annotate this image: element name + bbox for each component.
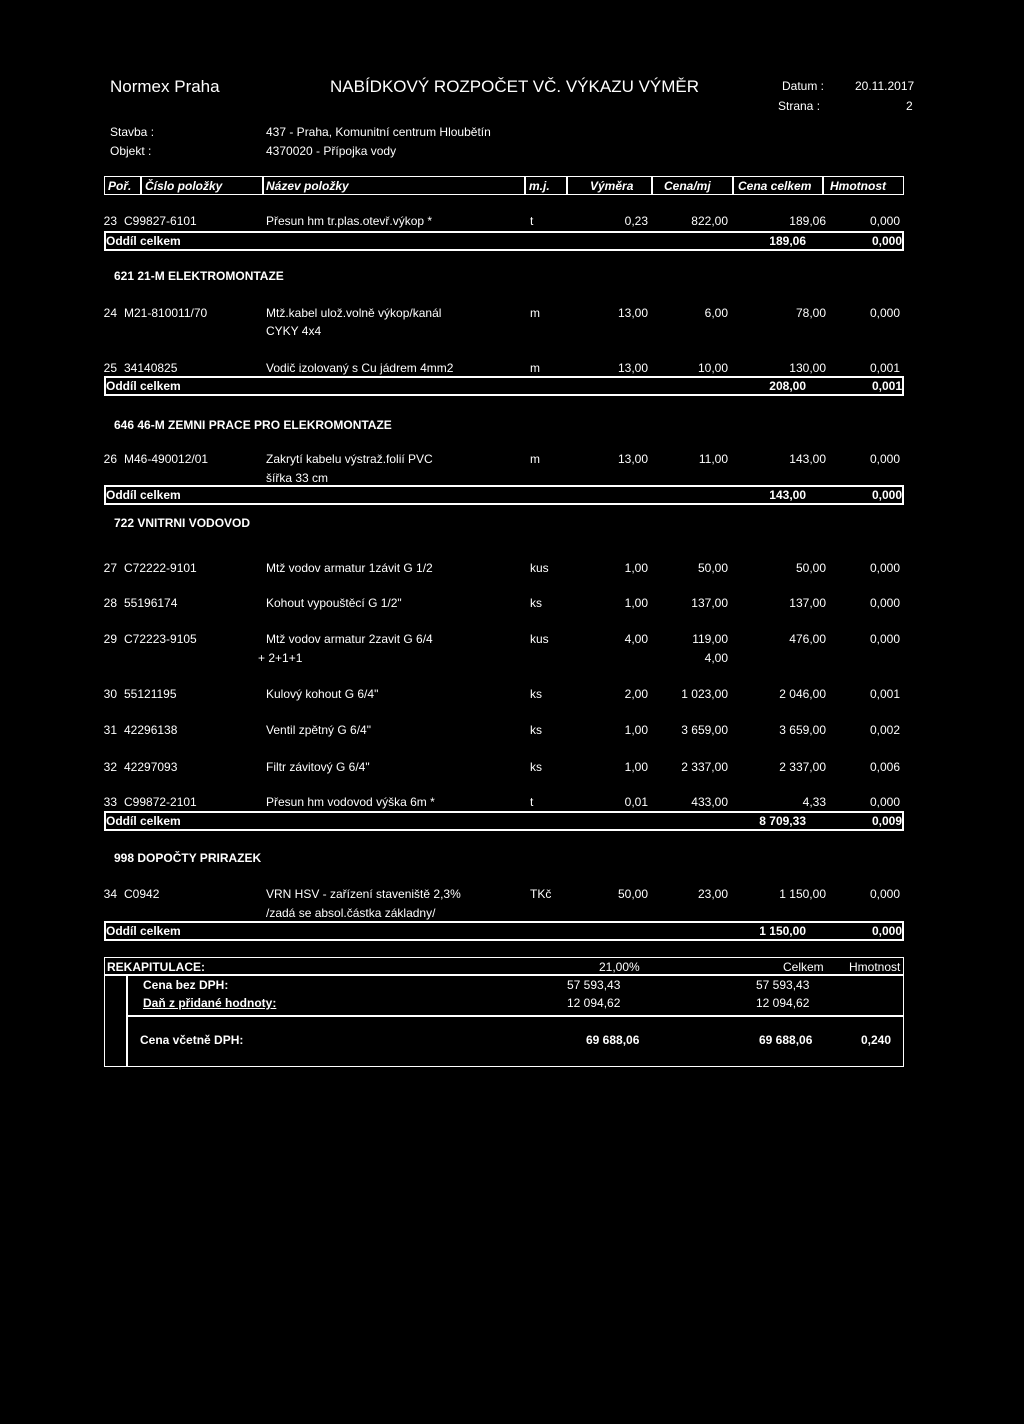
item-code: 55121195 (124, 687, 177, 701)
item-unit-price: 822,00 (691, 214, 728, 228)
box-edge (902, 233, 904, 250)
box-edge (104, 233, 106, 250)
item-code: C0942 (124, 887, 160, 901)
item-name: Přesun hm vodovod výška 6m * (266, 795, 435, 809)
item-quantity: 13,00 (617, 361, 648, 375)
item-unit-price: 1 023,00 (681, 687, 728, 701)
subtotal-mass: 0,000 (871, 488, 902, 502)
objekt-value: 4370020 - Přípojka vody (266, 144, 397, 158)
item-mass: 0,006 (869, 760, 900, 774)
item-name-continued: /zadá se absol.částka základny/ (266, 906, 436, 920)
subtotal-total: 8 709,33 (759, 814, 806, 828)
item-total: 78,00 (795, 306, 826, 320)
rule (104, 249, 904, 251)
row-number: 23 (103, 214, 117, 228)
column-divider (566, 176, 568, 195)
item-unit-price: 23,00 (697, 887, 728, 901)
recap-col-mass: Hmotnost (849, 960, 901, 974)
row-number: 28 (103, 596, 117, 610)
item-mass: 0,001 (869, 687, 900, 701)
quantity-formula: + 2+1+1 (258, 651, 303, 665)
item-mass: 0,000 (869, 795, 900, 809)
item-code: M46-490012/01 (124, 452, 209, 466)
item-code: 42297093 (124, 760, 178, 774)
section-heading: 621 21-M ELEKTROMONTAZE (114, 269, 284, 283)
subtotal-total: 143,00 (769, 488, 806, 502)
item-quantity: 50,00 (617, 887, 648, 901)
table-row (0, 632, 1024, 665)
item-quantity: 1,00 (624, 760, 648, 774)
item-name-continued: šířka 33 cm (266, 471, 329, 485)
box-edge (104, 813, 106, 830)
stavba-value: 437 - Praha, Komunitní centrum Hloubětín (266, 125, 491, 139)
recap-grand-label: Cena včetně DPH: (140, 1033, 244, 1047)
item-unit-price: 119,00 (692, 632, 728, 646)
table-row (0, 795, 1024, 811)
column-divider (140, 176, 142, 195)
item-unit-price: 433,00 (691, 795, 728, 809)
recap-vat-total: 12 094,62 (756, 996, 810, 1010)
table-row (0, 306, 1024, 338)
rule (104, 829, 904, 831)
item-name: Mtž vodov armatur 2zavit G 6/4 (266, 632, 433, 646)
item-unit-price: 10,00 (697, 361, 728, 375)
objekt-label: Objekt : (110, 144, 152, 158)
item-quantity: 13,00 (617, 452, 648, 466)
item-code: C72223-9105 (124, 632, 197, 646)
item-quantity: 0,23 (624, 214, 648, 228)
item-code: M21-810011/70 (124, 306, 208, 320)
item-unit-price: 11,00 (698, 452, 728, 466)
item-code: C99872-2101 (124, 795, 197, 809)
col-header-mass: Hmotnost (830, 179, 886, 193)
item-unit: t (530, 214, 534, 228)
item-mass: 0,000 (869, 306, 900, 320)
rule (104, 503, 904, 505)
recap-vat-value: 12 094,62 (567, 996, 621, 1010)
col-header-name: Název položky (266, 179, 349, 193)
row-number: 32 (103, 760, 117, 774)
subtotal-mass: 0,000 (871, 234, 902, 248)
box-edge (104, 923, 106, 940)
item-name-continued: CYKY 4x4 (266, 324, 322, 338)
col-header-total: Cena celkem (738, 179, 812, 193)
item-total: 2 046,00 (779, 687, 826, 701)
item-unit-price: 2 337,00 (681, 760, 728, 774)
item-quantity: 1,00 (624, 596, 648, 610)
item-unit: TKč (530, 887, 552, 901)
rule (104, 939, 904, 941)
item-mass: 0,000 (869, 214, 900, 228)
subtotal-label: Oddíl celkem (106, 814, 181, 828)
item-name: VRN HSV - zařízení staveniště 2,3% (266, 887, 461, 901)
item-unit-price: 50,00 (697, 561, 728, 575)
row-number: 33 (103, 795, 117, 809)
document-title: NABÍDKOVÝ ROZPOČET VČ. VÝKAZU VÝMĚR (330, 77, 700, 96)
table-row (0, 452, 1024, 485)
section-subtotal (104, 487, 904, 504)
item-total: 1 150,00 (779, 887, 826, 901)
row-number: 31 (103, 723, 117, 737)
recap-base-value: 57 593,43 (567, 978, 621, 992)
item-unit-price: 137,00 (691, 596, 728, 610)
item-total: 4,33 (802, 795, 826, 809)
item-unit: ks (530, 723, 542, 737)
item-name: Vodič izolovaný s Cu jádrem 4mm2 (266, 361, 454, 375)
item-unit-price: 6,00 (704, 306, 728, 320)
subtotal-label: Oddíl celkem (106, 924, 181, 938)
item-total: 476,00 (789, 632, 826, 646)
subtotal-mass: 0,000 (871, 924, 902, 938)
column-divider (262, 176, 264, 195)
item-unit: t (530, 795, 534, 809)
item-total: 2 337,00 (779, 760, 826, 774)
item-unit-price: 3 659,00 (681, 723, 728, 737)
column-divider (822, 176, 824, 195)
item-mass: 0,000 (869, 452, 900, 466)
table-row (0, 561, 1024, 577)
table-row (0, 361, 1024, 377)
page-label: Strana : (778, 99, 821, 113)
item-total: 130,00 (789, 361, 826, 375)
box-edge (902, 923, 904, 940)
item-total: 137,00 (789, 596, 826, 610)
rule (126, 1015, 904, 1017)
recap-grand-total: 69 688,06 (759, 1033, 813, 1047)
table-row (0, 596, 1024, 612)
item-quantity: 1,00 (624, 723, 648, 737)
item-total: 189,06 (789, 214, 826, 228)
box-edge (902, 813, 904, 830)
row-number: 27 (103, 561, 117, 575)
recap-grand-mass: 0,240 (861, 1033, 892, 1047)
box-edge (104, 487, 106, 504)
row-number: 29 (103, 632, 117, 646)
rule (104, 974, 904, 976)
row-number: 30 (103, 687, 117, 701)
section-subtotal (104, 813, 904, 830)
section-subtotal (104, 923, 904, 940)
item-code: C99827-6101 (124, 214, 197, 228)
subtotal-total: 1 150,00 (759, 924, 806, 938)
table-row (0, 214, 1024, 230)
col-header-code: Číslo položky (145, 179, 223, 193)
item-unit: kus (530, 632, 549, 646)
page-number: 2 (906, 99, 913, 113)
recap-col-total: Celkem (783, 960, 824, 974)
recap-title: REKAPITULACE: (107, 960, 205, 974)
recap-grand-value: 69 688,06 (586, 1033, 640, 1047)
item-mass: 0,000 (869, 561, 900, 575)
box-edge (902, 378, 904, 395)
column-divider (732, 176, 734, 195)
section-heading: 998 DOPOČTY PRIRAZEK (114, 851, 262, 865)
date-label: Datum : (782, 79, 825, 93)
item-mass: 0,000 (869, 632, 900, 646)
row-number: 26 (103, 452, 117, 466)
item-mass: 0,000 (869, 596, 900, 610)
recap-vat-rate: 21,00% (599, 960, 640, 974)
quantity-formula-value: 4,00 (704, 651, 728, 665)
section-subtotal (104, 378, 904, 395)
column-divider (524, 176, 526, 195)
item-name: Zakrytí kabelu výstraž.folií PVC (266, 452, 433, 466)
col-header-poc: Poř. (108, 179, 132, 193)
recap-vat-label: Daň z přidané hodnoty: (143, 996, 277, 1010)
rule (104, 394, 904, 396)
row-number: 34 (103, 887, 117, 901)
section-subtotal (104, 233, 904, 250)
item-name: Mtž.kabel ulož.volně výkop/kanál (266, 306, 442, 320)
item-unit: ks (530, 760, 542, 774)
item-mass: 0,002 (869, 723, 900, 737)
item-quantity: 1,00 (624, 561, 648, 575)
item-name: Kohout vypouštěcí G 1/2" (266, 596, 402, 610)
subtotal-mass: 0,009 (871, 814, 902, 828)
item-total: 50,00 (795, 561, 826, 575)
subtotal-total: 208,00 (769, 379, 806, 393)
date-value: 20.11.2017 (855, 79, 915, 93)
section-heading: 646 46-M ZEMNI PRACE PRO ELEKROMONTAZE (114, 418, 392, 432)
table-row (0, 760, 1024, 776)
company-name: Normex Praha (110, 77, 220, 96)
table-row (0, 887, 1024, 920)
column-divider (651, 176, 653, 195)
item-mass: 0,001 (869, 361, 900, 375)
item-quantity: 2,00 (624, 687, 648, 701)
col-header-qty: Výměra (590, 179, 634, 193)
item-unit: m (530, 452, 540, 466)
item-unit: ks (530, 687, 542, 701)
recap-base-label: Cena bez DPH: (143, 978, 229, 992)
box-edge (902, 487, 904, 504)
recap-inner-edge (126, 974, 128, 1067)
section-heading: 722 VNITRNI VODOVOD (114, 516, 251, 530)
subtotal-total: 189,06 (769, 234, 806, 248)
col-header-price: Cena/mj (664, 179, 711, 193)
box-edge (104, 378, 106, 395)
item-quantity: 0,01 (624, 795, 648, 809)
item-name: Ventil zpětný G 6/4" (266, 723, 371, 737)
item-unit: m (530, 306, 540, 320)
item-name: Kulový kohout G 6/4" (266, 687, 379, 701)
item-total: 143,00 (789, 452, 826, 466)
item-quantity: 4,00 (624, 632, 648, 646)
col-header-mj: m.j. (529, 179, 550, 193)
recap-base-total: 57 593,43 (756, 978, 810, 992)
item-code: C72222-9101 (124, 561, 197, 575)
table-row (0, 723, 1024, 739)
subtotal-label: Oddíl celkem (106, 379, 181, 393)
item-mass: 0,000 (869, 887, 900, 901)
item-code: 55196174 (124, 596, 178, 610)
item-total: 3 659,00 (779, 723, 826, 737)
subtotal-label: Oddíl celkem (106, 488, 181, 502)
item-quantity: 13,00 (617, 306, 648, 320)
row-number: 25 (103, 361, 117, 375)
table-row (0, 687, 1024, 703)
item-code: 42296138 (124, 723, 178, 737)
item-unit: ks (530, 596, 542, 610)
item-name: Filtr závitový G 6/4" (266, 760, 370, 774)
item-code: 34140825 (124, 361, 178, 375)
row-number: 24 (103, 306, 117, 320)
item-name: Mtž vodov armatur 1závit G 1/2 (266, 561, 433, 575)
stavba-label: Stavba : (110, 125, 155, 139)
item-unit: m (530, 361, 540, 375)
item-unit: kus (530, 561, 549, 575)
item-name: Přesun hm tr.plas.otevř.výkop * (266, 214, 433, 228)
subtotal-label: Oddíl celkem (106, 234, 181, 248)
subtotal-mass: 0,001 (871, 379, 902, 393)
